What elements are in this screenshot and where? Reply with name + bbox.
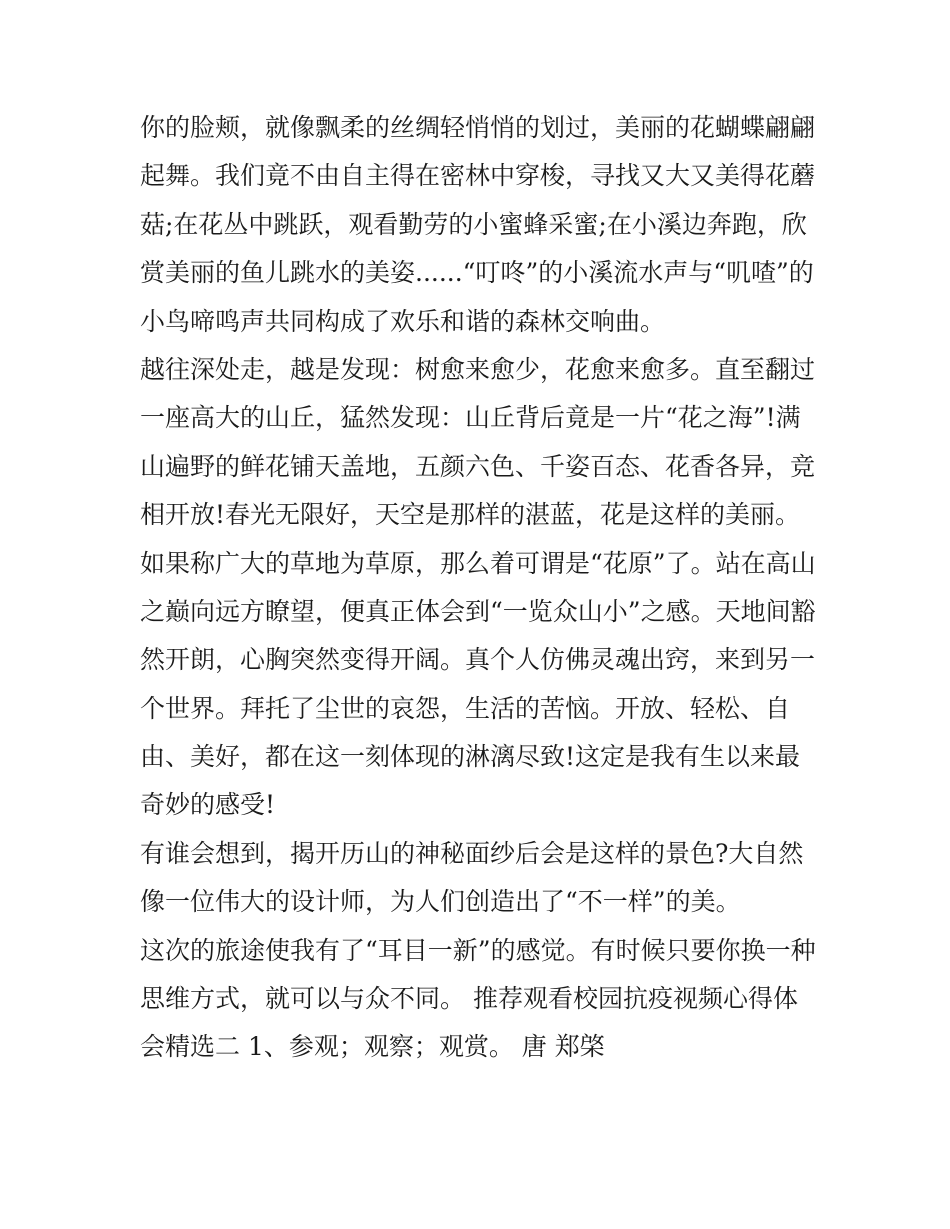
text-line: 像一位伟大的设计师，为人们创造出了“不一样”的美。 xyxy=(140,887,741,917)
text-line: 赏美丽的鱼儿跳水的美姿......“叮咚”的小溪流水声与“叽喳”的 xyxy=(140,258,814,288)
text-line: 你的脸颊，就像飘柔的丝绸轻悄悄的划过，美丽的花蝴蝶翩翩 xyxy=(140,113,816,142)
body-text xyxy=(140,104,820,1072)
text-line: 奇妙的感受! xyxy=(140,790,276,820)
text-line: 有谁会想到，揭开历山的神秘面纱后会是这样的景色?大自然 xyxy=(140,838,804,868)
text-line: 会精选二 1、参观；观察；观赏。 唐 郑棨 xyxy=(140,1032,605,1062)
text-line: 小鸟啼鸣声共同构成了欢乐和谐的森林交响曲。 xyxy=(140,306,666,336)
text-line: 由、美好，都在这一刻体现的淋漓尽致!这定是我有生以来最 xyxy=(140,742,801,772)
text-line: 然开朗，心胸突然变得开阔。真个人仿佛灵魂出窍，来到另一 xyxy=(140,645,816,675)
text-line: 如果称广大的草地为草原，那么着可谓是“花原”了。站在高山 xyxy=(140,548,816,578)
text-line: 菇;在花丛中跳跃，观看勤劳的小蜜蜂采蜜;在小溪边奔跑，欣 xyxy=(140,209,807,239)
text-line: 一座高大的山丘，猛然发现：山丘背后竟是一片“花之海”!满 xyxy=(140,403,801,433)
text-line: 山遍野的鲜花铺天盖地，五颜六色、千姿百态、花香各异，竞 xyxy=(140,451,816,481)
text-line: 起舞。我们竟不由自主得在密林中穿梭，寻找又大又美得花蘑 xyxy=(140,161,816,191)
text-line: 这次的旅途使我有了“耳目一新”的感觉。有时候只要你换一种 xyxy=(140,935,816,965)
text-line: 越往深处走，越是发现：树愈来愈少，花愈来愈多。直至翻过 xyxy=(140,354,816,384)
text-line: 相开放!春光无限好，天空是那样的湛蓝，花是这样的美丽。 xyxy=(140,500,801,530)
text-line: 思维方式，就可以与众不同。 推荐观看校园抗疫视频心得体 xyxy=(140,984,798,1014)
text-line: 个世界。拜托了尘世的哀怨，生活的苦恼。开放、轻松、自 xyxy=(140,693,791,723)
text-line: 之巅向远方瞭望，便真正体会到“一览众山小”之感。天地间豁 xyxy=(140,596,816,626)
